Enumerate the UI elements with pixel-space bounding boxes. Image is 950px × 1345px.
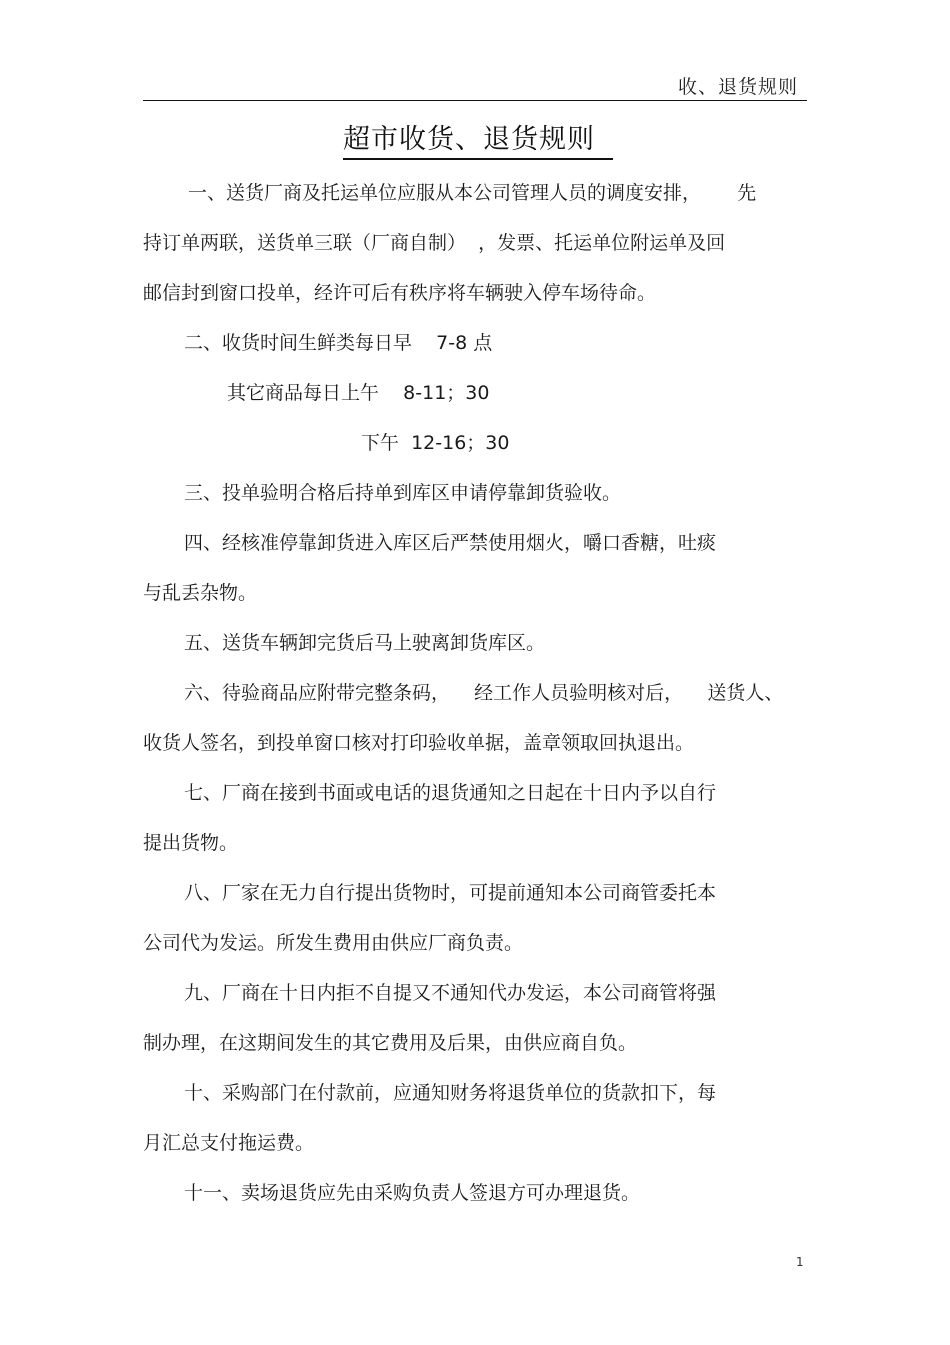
rule-11-line-1: 十一、卖场退货应先由采购负责人签退方可办理退货。	[184, 1182, 641, 1204]
running-header: 收、退货规则	[677, 76, 798, 98]
rule-9-line-1: 九、厂商在十日内拒不自提又不通知代办发运，本公司商管将强	[184, 982, 717, 1004]
rule-10-line-1: 十、采购部门在付款前，应通知财务将退货单位的货款扣下，每	[184, 1082, 717, 1104]
rule-5-line-1: 五、送货车辆卸完货后马上驶离卸货库区。	[184, 632, 546, 654]
rule-1-line-2: 持订单两联，送货单三联（厂商自制） ，发票、托运单位附运单及回	[143, 232, 726, 254]
rule-3-line-1: 三、投单验明合格后持单到库区申请停靠卸货验收。	[184, 482, 622, 504]
rule-9-line-2: 制办理，在这期间发生的其它费用及后果，由供应商自负。	[143, 1032, 638, 1054]
header-rule	[143, 100, 807, 101]
rule-8-line-2: 公司代为发运。所发生费用由供应厂商负责。	[143, 932, 524, 954]
rule-2-line-2: 其它商品每日上午 8-11；30	[227, 382, 490, 404]
rule-8-line-1: 八、厂家在无力自行提出货物时，可提前通知本公司商管委托本	[184, 882, 717, 904]
rule-2-line-1: 二、收货时间生鲜类每日早 7-8 点	[184, 332, 493, 354]
rule-7-line-2: 提出货物。	[143, 832, 239, 854]
rule-10-line-2: 月汇总支付拖运费。	[143, 1132, 315, 1154]
rule-6-line-1: 六、待验商品应附带完整条码， 经工作人员验明核对后， 送货人、	[184, 682, 784, 704]
rule-1-line-1: 一、送货厂商及托运单位应服从本公司管理人员的调度安排， 先	[188, 182, 757, 204]
rule-1-line-3: 邮信封到窗口投单，经许可后有秩序将车辆驶入停车场待命。	[143, 282, 657, 304]
page-number: 1	[796, 1255, 804, 1269]
rule-7-line-1: 七、厂商在接到书面或电话的退货通知之日起在十日内予以自行	[184, 782, 717, 804]
rule-2-line-3: 下午 12-16；30	[361, 432, 510, 454]
rule-4-line-2: 与乱丢杂物。	[143, 582, 258, 604]
document-title: 超市收货、退货规则	[343, 122, 613, 160]
rule-4-line-1: 四、经核准停靠卸货进入库区后严禁使用烟火，嚼口香糖，吐痰	[184, 532, 717, 554]
rule-6-line-2: 收货人签名，到投单窗口核对打印验收单据，盖章领取回执退出。	[143, 732, 695, 754]
